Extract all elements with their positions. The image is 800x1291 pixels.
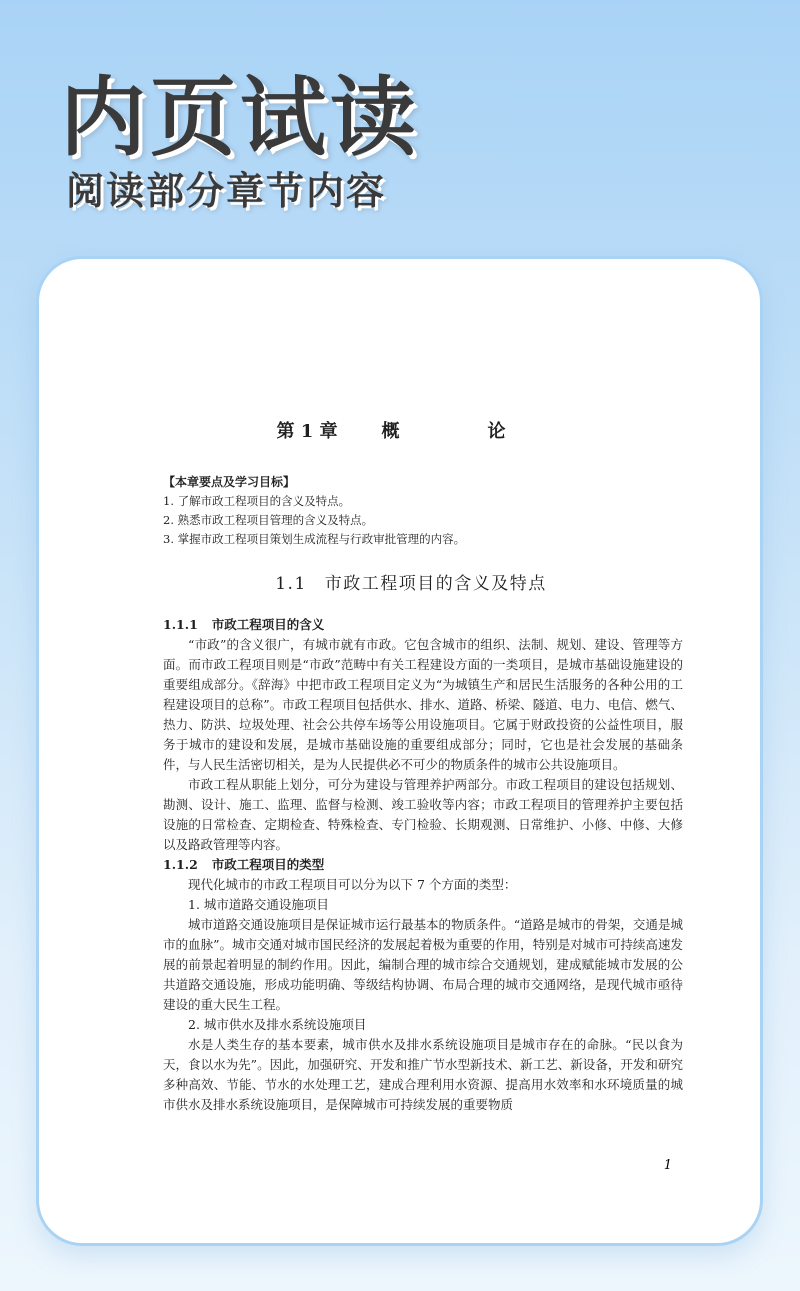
objective-item: 2. 熟悉市政工程项目管理的含义及特点。 [163, 513, 374, 527]
subsection-title: 市政工程项目的类型 [211, 857, 325, 872]
chapter-title [91, 419, 691, 445]
preview-card [36, 256, 763, 1246]
paragraph: 水是人类生存的基本要素，城市供水及排水系统设施项目是城市存在的命脉。“民以食为天，食以水为先”。因此，加强研究、开发和推广节水型新技术、新工艺、新设备，开发和研究多种高效、节能、节水的水处理工艺，建成合理利用水资源、提高用水效率和水环境质量的城市供水及排水系统设施项目，是保障城市可持续发展的重要物质 [163, 1037, 683, 1112]
subsection-heading [163, 615, 683, 635]
list-item: 1. 城市道路交通设施项目 [188, 897, 329, 912]
paragraph: 市政工程从职能上划分，可分为建设与管理养护两部分。市政工程项目的建设包括规划、勘测、设计、施工、监理、监督与检测、竣工验收等内容；市政工程项目的管理养护主要包括设施的日常检查、定期检查、特殊检查、专门检验、长期观测、日常维护、小修、中修、大修以及路政管理等内容。 [163, 777, 683, 852]
list-item: 2. 城市供水及排水系统设施项目 [188, 1017, 367, 1032]
chapter-number: 第 1 章 [276, 421, 338, 442]
body-text [163, 615, 683, 1115]
subsection-title: 市政工程项目的含义 [211, 617, 325, 632]
chapter-title-char-b: 论 [487, 421, 506, 442]
book-page [131, 419, 691, 1115]
objectives-heading: 【本章要点及学习目标】 [163, 475, 296, 489]
paragraph: “市政”的含义很广，有城市就有市政。它包含城市的组织、法制、规划、建设、管理等方面。而市政工程项目则是“市政”范畴中有关工程建设方面的一类项目，是城市基础设施建设的重要组成部分。《辞海》中把市政工程项目定义为“为城镇生产和居民生活服务的各种公用的工程建设项目的总称”。市政工程项目包括供水、排水、道路、桥梁、隧道、电力、电信、燃气、热力、防洪、垃圾处理、社会公共停车场等公用设施项目。它属于财政投资的公益性项目，服务于城市的建设和发展，是城市基础设施的重要组成部分；同时，它也是社会发展的基础条件，与人民生活密切相关，是为人民提供必不可少的物质条件的城市公共设施项目。 [163, 637, 683, 772]
page-number: 1 [663, 1158, 672, 1173]
section-heading [131, 571, 691, 597]
paragraph: 现代化城市的市政工程项目可以分为以下 7 个方面的类型： [188, 877, 517, 892]
objective-item: 1. 了解市政工程项目的含义及特点。 [163, 494, 351, 508]
paragraph: 城市道路交通设施项目是保证城市运行最基本的物质条件。“道路是城市的骨架，交通是城市的血脉”。城市交通对城市国民经济的发展起着极为重要的作用，特别是对城市可持续高速发展的前景起着明显的制约作用。因此，编制合理的城市综合交通规划，建成赋能城市发展的公共道路交通设施，形成功能明确、等级结构协调、布局合理的城市交通网络，是现代城市亟待建设的重大民生工程。 [163, 917, 683, 1012]
subsection-number: 1.1.1 [163, 617, 198, 632]
objective-item: 3. 掌握市政工程项目策划生成流程与行政审批管理的内容。 [163, 532, 466, 546]
page-title: 内页试读 [60, 68, 420, 168]
section-number: 1.1 [275, 574, 307, 594]
chapter-title-char-a: 概 [381, 421, 400, 442]
section-title: 市政工程项目的含义及特点 [324, 574, 547, 594]
subsection-number: 1.1.2 [163, 857, 198, 872]
learning-objectives [163, 473, 691, 549]
page-subtitle: 阅读部分章节内容 [66, 169, 387, 213]
subsection-heading [163, 855, 683, 875]
